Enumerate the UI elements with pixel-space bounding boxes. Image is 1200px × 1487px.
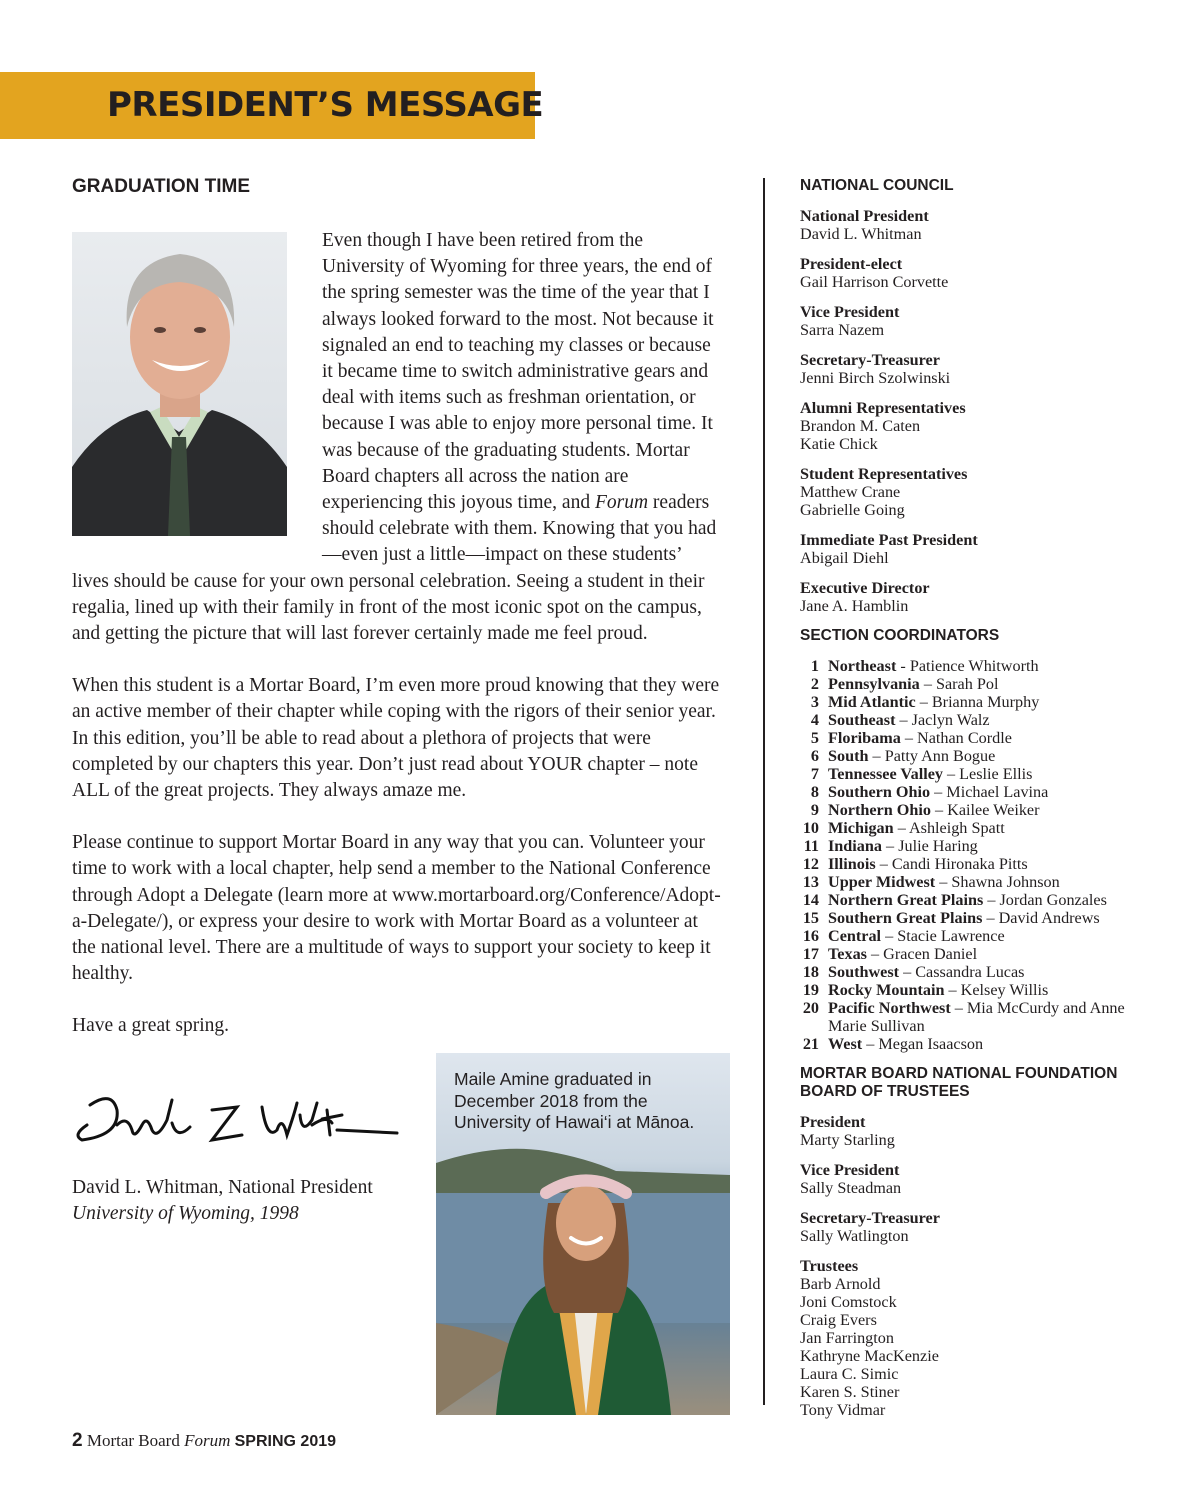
council-role-title: Vice President	[800, 303, 900, 321]
separator: –	[900, 729, 918, 747]
coordinator-row	[800, 693, 1160, 711]
section-number: 20	[802, 999, 819, 1017]
separator: –	[882, 837, 899, 855]
trustee-member-name: Tony Vidmar	[800, 1401, 886, 1419]
council-group	[800, 531, 1160, 567]
coordinator-name: Julie Haring	[898, 837, 978, 855]
separator: -	[896, 657, 910, 675]
coordinator-entry	[828, 819, 1160, 837]
council-role-title: Secretary-Treasurer	[800, 351, 940, 369]
coordinator-row	[800, 783, 1160, 801]
section-number: 14	[802, 891, 819, 909]
coordinator-entry	[828, 657, 1160, 675]
section-number: 17	[802, 945, 819, 963]
separator: –	[881, 927, 898, 945]
coordinator-entry	[828, 999, 1160, 1035]
council-member-name: Matthew Crane	[800, 483, 901, 501]
separator: –	[875, 855, 892, 873]
coordinator-row	[800, 999, 1160, 1035]
coordinator-row	[800, 945, 1160, 963]
national-council-list	[800, 207, 1160, 615]
coordinator-entry	[828, 981, 1160, 999]
coordinator-name: Gracen Daniel	[883, 945, 978, 963]
page-title: PRESIDENT’S MESSAGE	[107, 85, 544, 125]
coordinator-row	[800, 657, 1160, 675]
coordinator-row	[800, 711, 1160, 729]
council-member-name: Jenni Birch Szolwinski	[800, 369, 951, 387]
section-region: Tennessee Valley	[828, 765, 943, 783]
section-number: 5	[810, 729, 819, 747]
section-region: West	[828, 1035, 863, 1053]
section-number: 19	[802, 981, 819, 999]
separator: –	[930, 783, 947, 801]
coordinator-row	[800, 855, 1160, 873]
coordinator-name: Ashleigh Spatt	[908, 819, 1005, 837]
council-group	[800, 351, 1160, 387]
article-paragraph-2: When this student is a Mortar Board, I’m even more proud knowing that they were an active member of their chapter while coping with the rigors of their senior year. In this edition, you’ll be able to read about a plethora of projects that were completed by our chapters this year. Don’t just read about YOUR chapter – note ALL of the great projects. They always amaze me.	[72, 675, 720, 802]
section-region: Indiana	[828, 837, 882, 855]
section-region: Central	[828, 927, 882, 945]
foundation-heading: MORTAR BOARD NATIONAL FOUNDATION BOARD OF TRUSTEES	[800, 1065, 1118, 1100]
separator: –	[893, 819, 909, 837]
council-group	[800, 399, 1160, 453]
coordinator-name: Patience Whitworth	[909, 657, 1039, 675]
coordinator-row	[800, 891, 1160, 909]
section-number: 11	[803, 837, 819, 855]
coordinator-row	[800, 963, 1160, 981]
council-role-title: Immediate Past President	[800, 531, 978, 549]
coordinator-entry	[828, 801, 1160, 819]
coordinator-entry	[828, 927, 1160, 945]
article-paragraph-3: Please continue to support Mortar Board in any way that you can. Volunteer your time to work with a local chapter, help send a member to the National Conference through Adopt a Delegate (learn more at www.mortarboard.org/Conference/Adopt-a-Delegate/), or express your desire to work with Mortar Board as a volunteer at the national level. There are a multitude of ways to support your society to keep it healthy.	[72, 832, 721, 985]
council-member-name: David L. Whitman	[800, 225, 922, 243]
separator: –	[942, 765, 960, 783]
section-region: South	[828, 747, 869, 765]
section-region: Northern Ohio	[828, 801, 931, 819]
council-role-title: National President	[800, 207, 929, 225]
photo-caption: Maile Amine graduated in December 2018 from the University of Hawai‘i at Mānoa.	[454, 1069, 695, 1132]
council-group	[800, 255, 1160, 291]
trustee-member-name: Craig Evers	[800, 1311, 877, 1329]
signer-affiliation: University of Wyoming, 1998	[72, 1203, 299, 1224]
section-region: Texas	[828, 945, 867, 963]
section-number: 12	[802, 855, 819, 873]
section-region: Floribama	[828, 729, 901, 747]
column-divider	[763, 178, 765, 1405]
separator: –	[983, 891, 1000, 909]
coordinator-name: Brianna Murphy	[931, 693, 1040, 711]
separator: –	[866, 945, 884, 963]
section-number: 9	[810, 801, 819, 819]
sidebar	[800, 177, 1160, 1431]
council-role-title: President-elect	[800, 255, 903, 273]
section-coordinators-heading: SECTION COORDINATORS	[800, 627, 1000, 644]
coordinator-row	[800, 747, 1160, 765]
council-member-name: Gail Harrison Corvette	[800, 273, 949, 291]
trustee-group	[800, 1257, 1160, 1419]
separator: –	[950, 999, 967, 1017]
coordinator-entry	[828, 855, 1160, 873]
coordinator-name: Leslie Ellis	[959, 765, 1033, 783]
coordinator-row	[800, 801, 1160, 819]
coordinator-name: Jordan Gonzales	[999, 891, 1107, 909]
separator: –	[895, 711, 912, 729]
header-banner	[0, 72, 544, 139]
trustee-member-name: Karen S. Stiner	[800, 1383, 900, 1401]
council-group	[800, 303, 1160, 339]
trustee-member-name: Sally Steadman	[800, 1179, 902, 1197]
coordinator-name: David Andrews	[998, 909, 1100, 927]
trustee-group	[800, 1113, 1160, 1149]
coordinator-entry	[828, 963, 1160, 981]
council-member-name: Brandon M. Caten	[800, 417, 921, 435]
separator: –	[919, 675, 936, 693]
coordinator-name: Sarah Pol	[935, 675, 999, 693]
foundation-list	[800, 1113, 1160, 1419]
section-region: Pacific Northwest	[828, 999, 951, 1017]
coordinator-name: Patty Ann Bogue	[884, 747, 996, 765]
coordinator-entry	[828, 783, 1160, 801]
council-member-name: Katie Chick	[800, 435, 878, 453]
section-number: 3	[810, 693, 819, 711]
coordinator-entry	[828, 729, 1160, 747]
council-member-name: Sarra Nazem	[800, 321, 885, 339]
signer-name: David L. Whitman, National President	[72, 1177, 373, 1198]
coordinator-entry	[828, 693, 1160, 711]
coordinator-entry	[828, 945, 1160, 963]
section-region: Northeast	[828, 657, 897, 675]
portrait-wrap-space	[72, 228, 322, 558]
coordinator-name: Shawna Johnson	[951, 873, 1060, 891]
section-region: Pennsylvania	[828, 675, 920, 693]
council-role-title: Student Representatives	[800, 465, 968, 483]
coordinator-row	[800, 873, 1160, 891]
signature-graphic	[72, 1085, 412, 1155]
council-member-name: Gabrielle Going	[800, 501, 905, 519]
section-coordinators-list	[800, 657, 1160, 1053]
council-role-title: Alumni Representatives	[800, 399, 966, 417]
section-number: 15	[802, 909, 819, 927]
section-region: Southern Great Plains	[828, 909, 983, 927]
separator: –	[935, 873, 952, 891]
coordinator-name: Mia McCurdy and Anne Marie Sullivan	[828, 999, 1125, 1035]
page-footer	[72, 1430, 336, 1452]
section-number: 1	[810, 657, 819, 675]
trustee-group	[800, 1161, 1160, 1197]
council-role-title: Executive Director	[800, 579, 930, 597]
coordinator-row	[800, 765, 1160, 783]
separator: –	[899, 963, 916, 981]
signoff-block	[72, 1175, 373, 1227]
council-member-name: Abigail Diehl	[800, 549, 889, 567]
trustee-member-name: Sally Watlington	[800, 1227, 909, 1245]
separator: –	[930, 801, 948, 819]
section-number: 2	[810, 675, 819, 693]
coordinator-name: Stacie Lawrence	[897, 927, 1005, 945]
coordinator-name: Candi Hironaka Pitts	[891, 855, 1028, 873]
coordinator-row	[800, 819, 1160, 837]
coordinator-name: Kelsey Willis	[960, 981, 1049, 999]
trustee-member-name: Kathryne MacKenzie	[800, 1347, 939, 1365]
article-body	[72, 228, 722, 1066]
separator: –	[982, 909, 999, 927]
section-region: Southern Ohio	[828, 783, 931, 801]
coordinator-entry	[828, 711, 1160, 729]
article-heading: GRADUATION TIME	[72, 176, 251, 197]
trustee-role-title: Trustees	[800, 1257, 859, 1275]
section-region: Illinois	[828, 855, 876, 873]
trustee-role-title: President	[800, 1113, 866, 1131]
signature	[72, 1085, 412, 1155]
coordinator-entry	[828, 873, 1160, 891]
coordinator-entry	[828, 747, 1160, 765]
section-region: Upper Midwest	[828, 873, 936, 891]
coordinator-entry	[828, 765, 1160, 783]
trustee-group	[800, 1209, 1160, 1245]
section-region: Southwest	[828, 963, 900, 981]
page-number: 2	[72, 1430, 83, 1451]
coordinator-entry	[828, 675, 1160, 693]
coordinator-row	[800, 729, 1160, 747]
section-number: 6	[810, 747, 819, 765]
coordinator-name: Jaclyn Walz	[911, 711, 990, 729]
trustee-member-name: Joni Comstock	[800, 1293, 897, 1311]
section-number: 21	[802, 1035, 819, 1053]
section-region: Mid Atlantic	[828, 693, 916, 711]
council-group	[800, 465, 1160, 519]
section-number: 10	[802, 819, 819, 837]
coordinator-entry	[828, 1035, 1160, 1053]
trustee-member-name: Jan Farrington	[800, 1329, 894, 1347]
separator: –	[944, 981, 961, 999]
separator: –	[862, 1035, 879, 1053]
section-number: 7	[810, 765, 819, 783]
coordinator-entry	[828, 891, 1160, 909]
trustee-member-name: Barb Arnold	[800, 1275, 881, 1293]
trustee-role-title: Vice President	[800, 1161, 900, 1179]
publication-name: Mortar Board	[86, 1431, 180, 1450]
council-group	[800, 579, 1160, 615]
section-number: 4	[810, 711, 819, 729]
coordinator-name: Michael Lavina	[946, 783, 1049, 801]
coordinator-name: Cassandra Lucas	[915, 963, 1025, 981]
separator: –	[915, 693, 932, 711]
separator: –	[868, 747, 885, 765]
coordinator-entry	[828, 837, 1160, 855]
coordinator-row	[800, 675, 1160, 693]
coordinator-row	[800, 909, 1160, 927]
national-council-heading: NATIONAL COUNCIL	[800, 177, 954, 194]
trustee-member-name: Marty Starling	[800, 1131, 895, 1149]
coordinator-row	[800, 837, 1160, 855]
section-region: Michigan	[828, 819, 894, 837]
council-group	[800, 207, 1160, 243]
coordinator-entry	[828, 909, 1160, 927]
section-number: 16	[802, 927, 819, 945]
closing-line: Have a great spring.	[72, 1015, 230, 1037]
trustee-member-name: Laura C. Simic	[800, 1365, 899, 1383]
publication-italic: Forum	[184, 1431, 231, 1450]
coordinator-row	[800, 1035, 1160, 1053]
council-member-name: Jane A. Hamblin	[800, 597, 909, 615]
coordinator-row	[800, 981, 1160, 999]
section-region: Northern Great Plains	[828, 891, 984, 909]
section-number: 8	[810, 783, 819, 801]
issue-season: SPRING 2019	[234, 1433, 337, 1450]
article-paragraph-1: Even though I have been retired from the University of Wyoming for three years, the end of the spring semester was the time of the year that I always looked forward to the most. Not because it signaled an end to teaching my classes or because it became time to switch administrative gears and deal with items such as freshman orientation, or because I was able to enjoy more personal time. It was because of the graduating students. Mortar Board chapters all across the nation are experiencing this joyous time, and Forum readers should celebrate with them. Knowing that you had—even just a little—impact on these students’ lives should be cause for your own personal celebration. Seeing a student in their regalia, lined up with their family in front of the most iconic spot on the campus, and getting the picture that will last forever certainly made me feel proud.	[72, 230, 717, 645]
section-number: 13	[802, 873, 819, 891]
coordinator-name: Kailee Weiker	[947, 801, 1040, 819]
forum-italic: Forum	[594, 492, 649, 514]
graduate-photo	[436, 1053, 730, 1415]
section-region: Rocky Mountain	[828, 981, 945, 999]
coordinator-name: Megan Isaacson	[878, 1035, 984, 1053]
section-region: Southeast	[828, 711, 896, 729]
trustee-role-title: Secretary-Treasurer	[800, 1209, 940, 1227]
section-number: 18	[802, 963, 819, 981]
coordinator-row	[800, 927, 1160, 945]
coordinator-name: Nathan Cordle	[917, 729, 1012, 747]
